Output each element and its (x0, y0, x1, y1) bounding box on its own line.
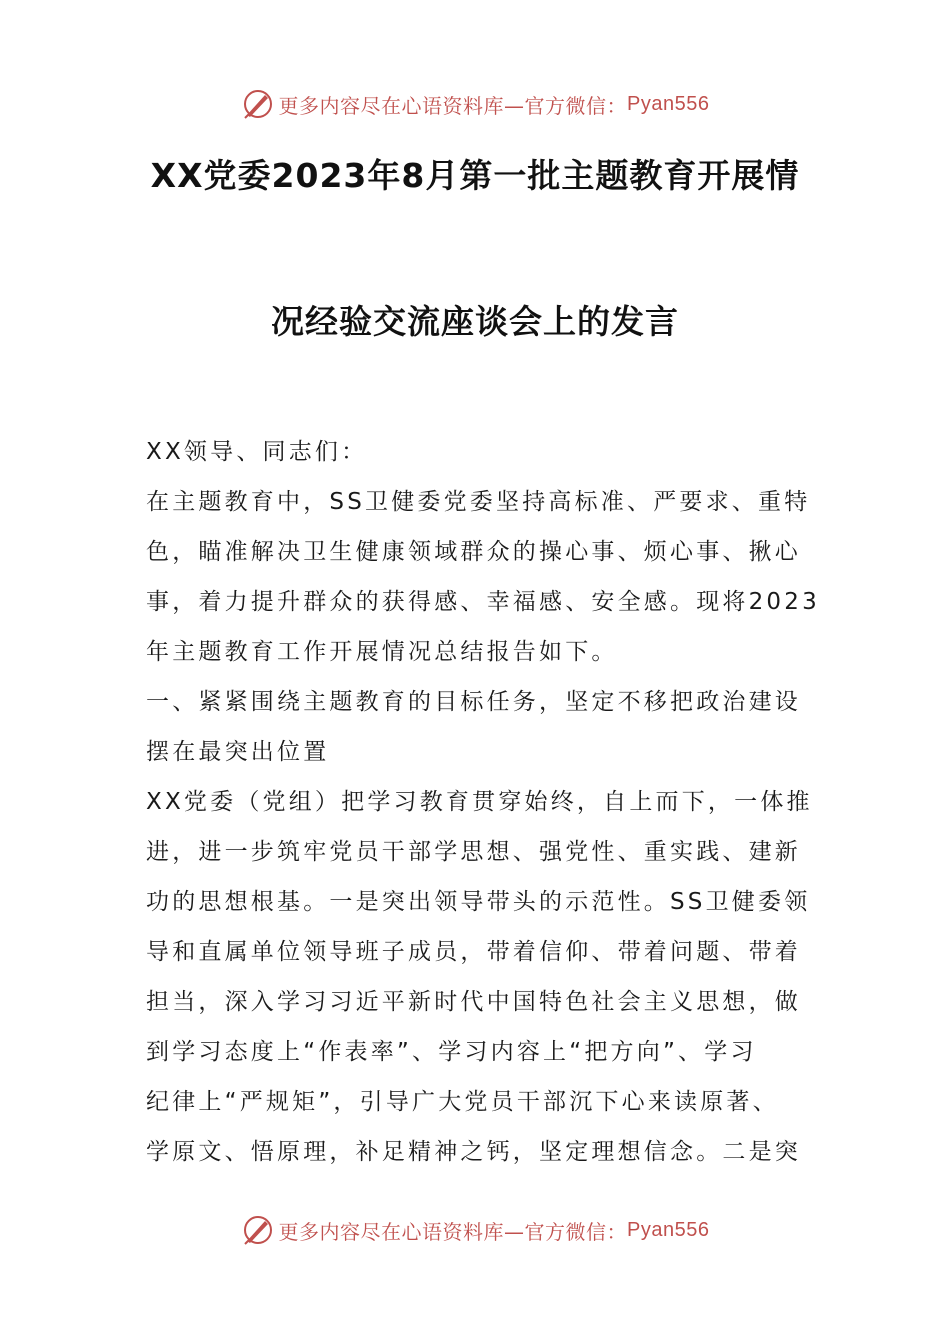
watermark-wechat-id: Pyan556 (627, 92, 710, 115)
watermark-text: 更多内容尽在心语资料库—官方微信： (278, 1219, 628, 1244)
body-line: 功的思想根基。一是突出领导带头的示范性。SS卫健委领 (146, 889, 811, 915)
body-line: 在主题教育中，SS卫健委党委坚持高标准、严要求、重特 (146, 489, 811, 515)
pen-logo-icon (241, 1213, 275, 1247)
document-title-line-2: 况经验交流座谈会上的发言 (271, 302, 679, 341)
body-line: 到学习态度上“作表率”、学习内容上“把方向”、学习 (146, 1039, 757, 1065)
document-title-line-1: XX党委2023年8月第一批主题教育开展情 (150, 156, 800, 195)
body-line: 年主题教育工作开展情况总结报告如下。 (146, 639, 618, 665)
salutation-line: XX领导、同志们： (146, 439, 368, 465)
pen-logo-icon (241, 87, 275, 121)
body-line: 学原文、悟原理，补足精神之钙，坚定理想信念。二是突 (146, 1139, 801, 1165)
watermark-text: 更多内容尽在心语资料库—官方微信： (278, 93, 628, 118)
body-line: 色，瞄准解决卫生健康领域群众的操心事、烦心事、揪心 (146, 539, 801, 565)
watermark-wechat-id: Pyan556 (627, 1218, 710, 1241)
body-line: 导和直属单位领导班子成员，带着信仰、带着问题、带着 (146, 939, 801, 965)
body-line: 纪律上“严规矩”，引导广大党员干部沉下心来读原著、 (146, 1089, 779, 1115)
section-heading-line: 摆在最突出位置 (146, 739, 330, 765)
section-heading-line: 一、紧紧围绕主题教育的目标任务，坚定不移把政治建设 (146, 689, 801, 715)
watermark-header (0, 82, 950, 126)
body-line: 事，着力提升群众的获得感、幸福感、安全感。现将2023 (146, 589, 820, 615)
body-line: 进，进一步筑牢党员干部学思想、强党性、重实践、建新 (146, 839, 801, 865)
watermark-footer (0, 1208, 950, 1252)
body-line: XX党委（党组）把学习教育贯穿始终，自上而下，一体推 (146, 789, 813, 815)
body-line: 担当，深入学习习近平新时代中国特色社会主义思想，做 (146, 989, 801, 1015)
